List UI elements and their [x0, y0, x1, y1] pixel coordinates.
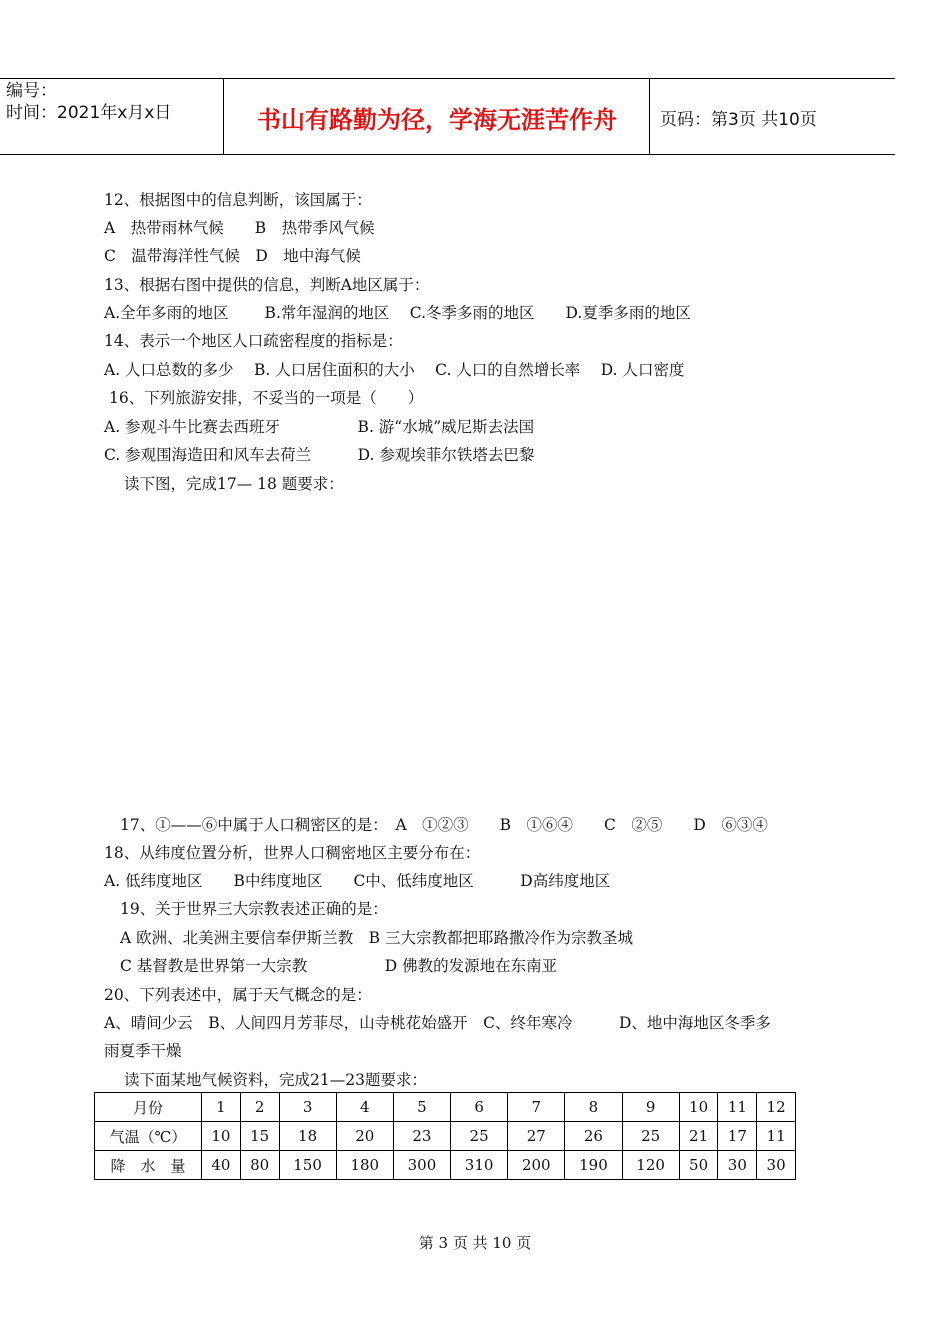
question-line: A、晴间少云 B、人间四月芳菲尽，山寺桃花始盛开 C、终年寒冷 D、地中海地区冬季多	[104, 1014, 771, 1032]
table-cell: 190	[565, 1151, 622, 1180]
table-cell: 30	[757, 1151, 796, 1180]
table-cell: 6	[451, 1093, 508, 1122]
question-line: A. 参观斗牛比赛去西班牙 B. 游“水城”威尼斯去法国	[104, 418, 535, 436]
table-cell: 21	[679, 1122, 718, 1151]
table-cell: 1	[202, 1093, 241, 1122]
page-footer: 第 3 页 共 10 页	[418, 1234, 532, 1252]
table-cell: 17	[718, 1122, 757, 1151]
question-line: 16、下列旅游安排，不妥当的一项是（ ）	[109, 389, 424, 407]
table-cell: 120	[622, 1151, 679, 1180]
table-cell: 25	[451, 1122, 508, 1151]
table-cell: 23	[393, 1122, 450, 1151]
table-cell: 26	[565, 1122, 622, 1151]
table-cell: 11	[718, 1093, 757, 1122]
table-cell: 18	[279, 1122, 336, 1151]
header-motto: 书山有路勤为径，学海无涯苦作舟	[257, 106, 617, 134]
question-line: A. 人口总数的多少 B. 人口居住面积的大小 C. 人口的自然增长率 D. 人口密度	[104, 361, 685, 379]
serial-label: 编号：	[6, 81, 57, 101]
question-line: A.全年多雨的地区 B.常年湿润的地区 C.冬季多雨的地区 D.夏季多雨的地区	[104, 304, 691, 322]
table-cell: 150	[279, 1151, 336, 1180]
table-cell: 30	[718, 1151, 757, 1180]
table-cell: 200	[508, 1151, 565, 1180]
header-meta	[6, 80, 171, 124]
table-row	[95, 1122, 796, 1151]
table-row	[95, 1093, 796, 1122]
time-label: 时间：2021年x月x日	[6, 103, 172, 123]
climate-table	[94, 1092, 796, 1180]
table-cell: 8	[565, 1093, 622, 1122]
table-cell: 11	[757, 1122, 796, 1151]
table-cell: 9	[622, 1093, 679, 1122]
table-cell: 12	[757, 1093, 796, 1122]
table-cell: 27	[508, 1122, 565, 1151]
question-line: 20、下列表述中，属于天气概念的是：	[104, 986, 372, 1004]
table-cell: 40	[202, 1151, 241, 1180]
question-line: C. 参观围海造田和风车去荷兰 D. 参观埃菲尔铁塔去巴黎	[104, 446, 535, 464]
question-line: 18、从纬度位置分析，世界人口稠密地区主要分布在：	[104, 844, 481, 862]
question-line: 19、关于世界三大宗教表述正确的是：	[120, 900, 388, 918]
question-line: A. 低纬度地区 B中纬度地区 C中、低纬度地区 D高纬度地区	[104, 872, 611, 890]
table-cell: 300	[393, 1151, 450, 1180]
table-cell: 3	[279, 1093, 336, 1122]
table-cell: 310	[451, 1151, 508, 1180]
question-line: C 基督教是世界第一大宗教 D 佛教的发源地在东南亚	[120, 957, 558, 975]
header-bottom-rule	[0, 154, 895, 155]
table-cell: 7	[508, 1093, 565, 1122]
table-cell: 10	[679, 1093, 718, 1122]
table-row	[95, 1151, 796, 1180]
page-code: 页码：第3页 共10页	[660, 110, 817, 130]
question-line: A 欧洲、北美洲主要信奉伊斯兰教 B 三大宗教都把耶路撒冷作为宗教圣城	[120, 929, 633, 947]
question-line: 12、根据图中的信息判断，该国属于：	[104, 191, 372, 209]
question-line: 雨夏季干燥	[104, 1042, 182, 1060]
table-cell: 15	[240, 1122, 279, 1151]
table-cell: 25	[622, 1122, 679, 1151]
question-line: 17、①——⑥中属于人口稠密区的是： A ①②③ B ①⑥④ C ②⑤ D ⑥③④	[120, 816, 768, 834]
row-header: 气温（℃）	[95, 1122, 202, 1151]
header-top-rule	[0, 78, 895, 79]
row-header: 降 水 量	[95, 1151, 202, 1180]
row-header: 月份	[95, 1093, 202, 1122]
question-line: 14、表示一个地区人口疏密程度的指标是：	[104, 332, 403, 350]
table-cell: 2	[240, 1093, 279, 1122]
question-line: 读下面某地气候资料，完成21—23题要求：	[124, 1071, 427, 1089]
question-line: 13、根据右图中提供的信息，判断A地区属于：	[104, 276, 430, 294]
question-line: A 热带雨林气候 B 热带季风气候	[104, 219, 375, 237]
question-line: 读下图，完成17— 18 题要求：	[124, 475, 344, 493]
table-cell: 50	[679, 1151, 718, 1180]
table-cell: 5	[393, 1093, 450, 1122]
table-cell: 20	[336, 1122, 393, 1151]
table-cell: 4	[336, 1093, 393, 1122]
table-cell: 80	[240, 1151, 279, 1180]
question-line: C 温带海洋性气候 D 地中海气候	[104, 247, 361, 265]
table-cell: 10	[202, 1122, 241, 1151]
table-cell: 180	[336, 1151, 393, 1180]
